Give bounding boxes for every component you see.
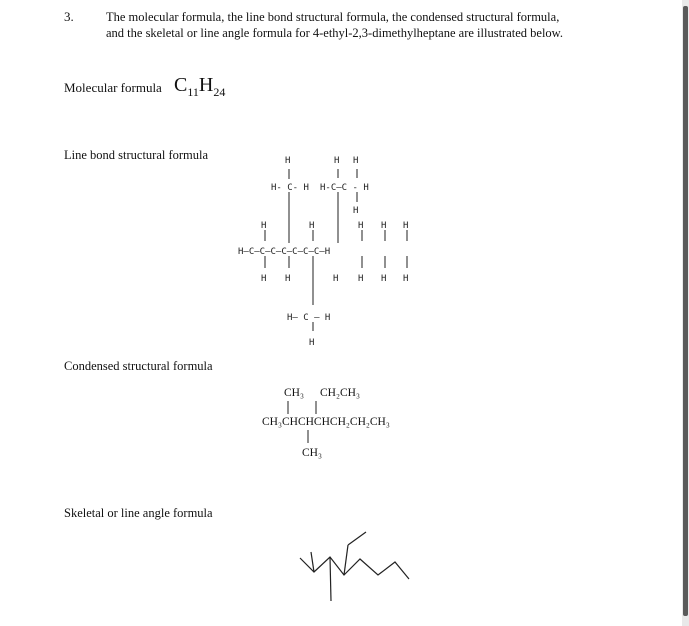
atom-label: H xyxy=(333,274,339,284)
hydrogen-symbol: H xyxy=(198,74,214,96)
condensed-top-left: CH₃ xyxy=(284,387,304,399)
skeletal-methyl-bottom xyxy=(330,557,331,601)
atom-label: H xyxy=(381,221,387,231)
scrollbar-thumb[interactable] xyxy=(683,6,688,616)
line-bond-label: Line bond structural formula xyxy=(64,148,209,162)
atom-label: H xyxy=(285,274,291,284)
question-text: The molecular formula, the line bond structural formula, the condensed structural formula, and the skeletal or line angle formula for 4-ethyl-2,3-dimethylheptane are illustrated below. xyxy=(106,10,564,40)
atom-label: H xyxy=(353,206,359,216)
skeletal-ethyl-2 xyxy=(348,532,366,545)
atom-label: H xyxy=(285,156,291,166)
molecular-formula-label: Molecular formula xyxy=(64,80,162,95)
carbon-count: 11 xyxy=(187,85,199,99)
skeletal-main-chain xyxy=(300,557,409,579)
atom-label: H xyxy=(381,274,387,284)
atom-label: H xyxy=(358,274,364,284)
atom-label: H xyxy=(309,338,315,348)
atom-label: H xyxy=(403,274,409,284)
condensed-main-chain: CH₃CHCHCHCH₂CH₂CH₃ xyxy=(262,416,390,428)
skeletal-label: Skeletal or line angle formula xyxy=(64,506,213,520)
hydrogen-count: 24 xyxy=(213,85,226,99)
atom-label: H xyxy=(261,274,267,284)
atom-label: H xyxy=(353,156,359,166)
carbon-symbol: C xyxy=(174,74,188,96)
atom-label: H-C—C - H xyxy=(320,183,369,193)
atom-label: H—C—C—C—C—C—C—C—H xyxy=(238,247,331,257)
question-number: 3. xyxy=(64,9,74,24)
condensed-label: Condensed structural formula xyxy=(64,359,213,373)
atom-label: H— C — H xyxy=(287,313,331,323)
atom-label: H xyxy=(403,221,409,231)
condensed-top-right: CH₂CH₃ xyxy=(320,387,360,399)
skeletal-ethyl-1 xyxy=(344,545,348,575)
atom-label: H xyxy=(358,221,364,231)
atom-label: H- C- H xyxy=(271,183,309,193)
atom-label: H xyxy=(309,221,315,231)
condensed-bottom: CH₃ xyxy=(302,447,322,459)
atom-label: H xyxy=(261,221,267,231)
atom-label: H xyxy=(334,156,340,166)
